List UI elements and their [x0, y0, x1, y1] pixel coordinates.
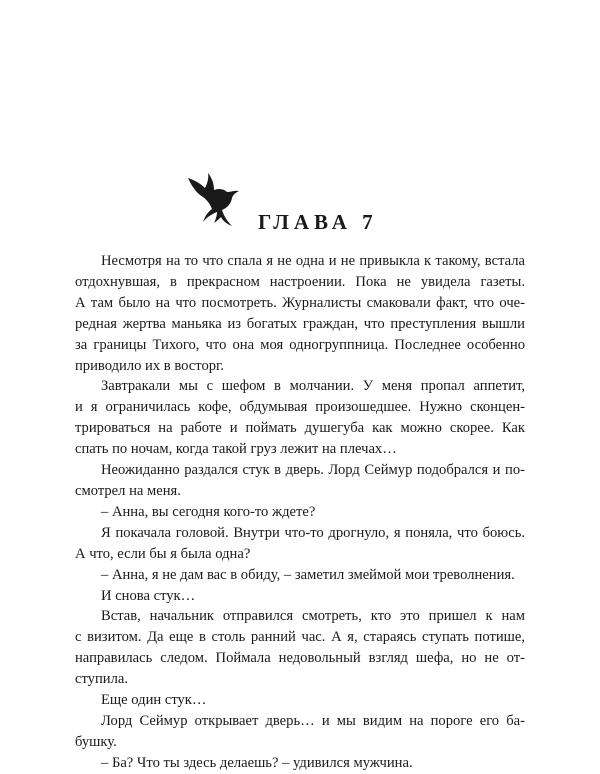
text-line: и я ограничилась кофе, обдумывая произошедшее. Нужно сконцен- — [75, 399, 525, 416]
paragraph — [75, 523, 525, 565]
text-line: бушку. — [75, 733, 117, 750]
text-line: Еще один стук… — [101, 692, 207, 709]
text-line: с визитом. Да еще в столь ранний час. А я, стараясь ступать потише, — [75, 629, 525, 646]
text-line: А там было на что посмотреть. Журналисты смаковали факт, что оче- — [75, 294, 525, 311]
paragraph — [75, 606, 525, 690]
paragraph — [75, 690, 525, 711]
chapter-text — [75, 251, 525, 774]
paragraph — [75, 460, 525, 502]
text-line: – Анна, я не дам вас в обиду, – заметил змеймой мои треволнения. — [101, 566, 515, 583]
paragraph — [75, 711, 525, 753]
text-line: ступила. — [75, 671, 128, 688]
text-line: Неожиданно раздался стук в дверь. Лорд Сеймур подобрался и по- — [101, 462, 525, 479]
text-line: И снова стук… — [101, 587, 196, 604]
paragraph — [75, 251, 525, 376]
text-line: редная жертва маньяка из богатых граждан, что преступления вышли — [75, 315, 525, 332]
text-line: А что, если бы я была одна? — [75, 545, 251, 562]
text-line: Встав, начальник отправился смотреть, кто это пришел к нам — [101, 608, 525, 625]
raven-icon — [186, 168, 250, 232]
paragraph — [75, 565, 525, 586]
text-line: – Анна, вы сегодня кого-то ждете? — [101, 503, 316, 520]
text-line: – Ба? Что ты здесь делаешь? – удивился мужчина. — [101, 754, 413, 771]
paragraph — [75, 502, 525, 523]
text-line: приводило их в восторг. — [75, 357, 225, 374]
text-line: Я покачала головой. Внутри что-то дрогнуло, я поняла, что боюсь. — [101, 524, 525, 541]
text-line: отдохнувшая, в прекрасном настроении. Пока не увидела газеты. — [75, 273, 525, 290]
text-line: Несмотря на то что спала я не одна и не привыкла к такому, встала — [101, 253, 525, 269]
text-line: смотрел на меня. — [75, 482, 181, 499]
text-line: за границы Тихого, что она моя одногруппница. Последнее особенно — [75, 336, 525, 353]
paragraph — [75, 376, 525, 460]
chapter-heading — [0, 168, 600, 238]
text-line: трироваться на работе и поймать душегуба как можно скорее. Как — [75, 420, 525, 437]
text-line: Лорд Сеймур открывает дверь… и мы видим на пороге его ба- — [101, 712, 525, 729]
text-line: Завтракали мы с шефом в молчании. У меня пропал аппетит, — [101, 378, 525, 395]
text-line: спать по ночам, когда такой груз лежит на плечах… — [75, 441, 397, 458]
chapter-title: ГЛАВА 7 — [258, 210, 378, 234]
text-line: направилась следом. Поймала недовольный взгляд шефа, но не от- — [75, 650, 525, 667]
paragraph — [75, 753, 525, 774]
paragraph — [75, 586, 525, 607]
